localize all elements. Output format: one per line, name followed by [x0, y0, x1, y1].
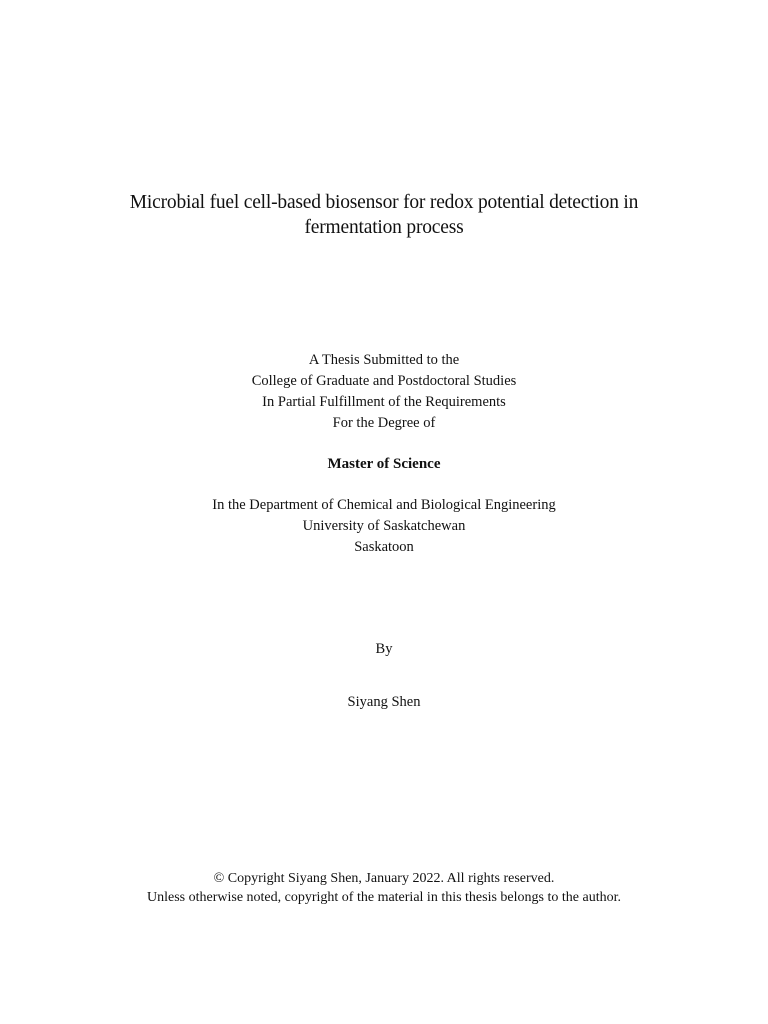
submission-line-2: College of Graduate and Postdoctoral Studies	[251, 373, 517, 389]
university-line: University of Saskatchewan	[302, 518, 466, 534]
submission-line-3: In Partial Fulfillment of the Requirements	[262, 394, 506, 410]
degree-name: Master of Science	[327, 456, 441, 472]
thesis-title	[0, 190, 768, 240]
department-line: In the Department of Chemical and Biological Engineering	[212, 497, 556, 513]
submission-statement	[0, 350, 768, 434]
thesis-title-line-2: fermentation process	[304, 217, 464, 238]
submission-line-1: A Thesis Submitted to the	[308, 352, 460, 368]
copyright-line-2: Unless otherwise noted, copyright of the material in this thesis belongs to the author.	[147, 890, 621, 905]
department-info	[0, 495, 768, 558]
copyright-line-1: © Copyright Siyang Shen, January 2022. All rights reserved.	[213, 871, 555, 886]
by-label: By	[375, 641, 393, 657]
submission-line-4: For the Degree of	[332, 415, 436, 431]
copyright-notice	[0, 869, 768, 907]
city-line: Saskatoon	[354, 539, 414, 555]
author-name: Siyang Shen	[347, 694, 421, 710]
thesis-title-line-1: Microbial fuel cell-based biosensor for redox potential detection in	[129, 192, 639, 213]
